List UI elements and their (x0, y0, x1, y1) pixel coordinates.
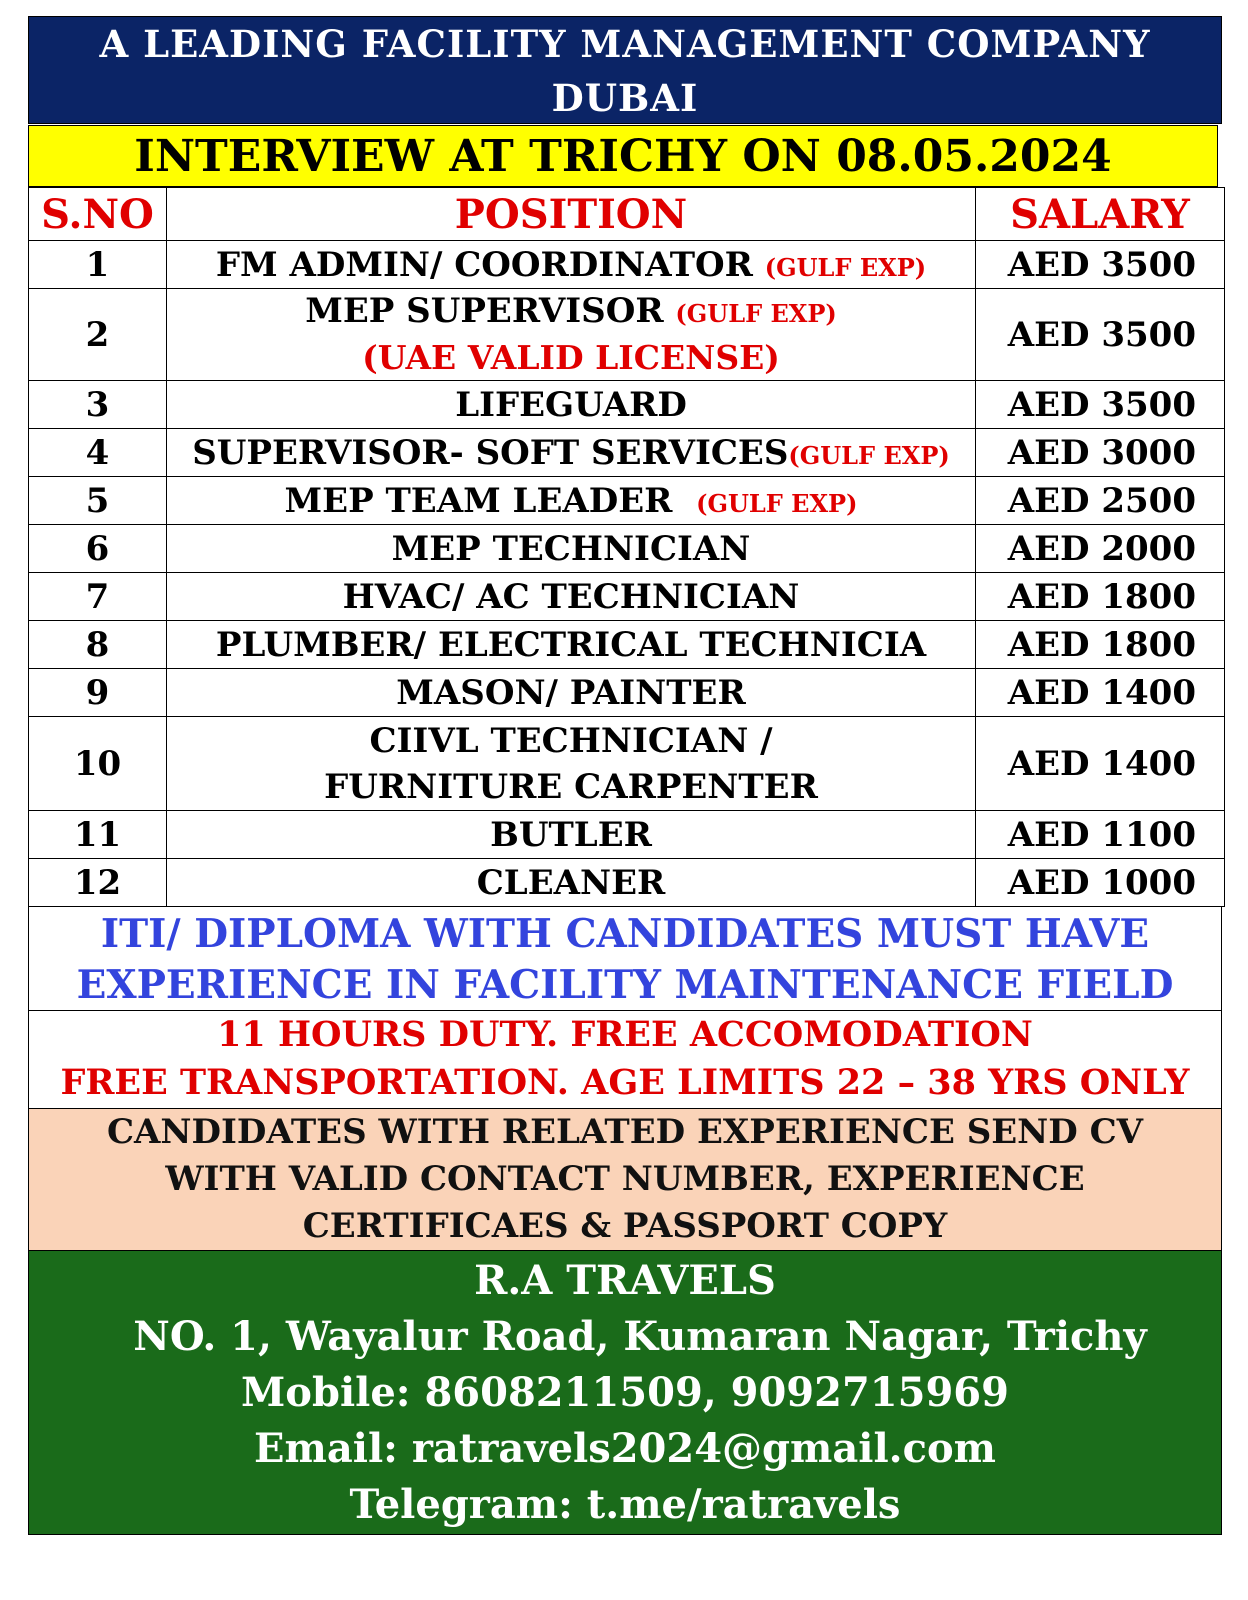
agency-address: NO. 1, Wayalur Road, Kumaran Nagar, Trichy (133, 1313, 1147, 1360)
company-title: A LEADING FACILITY MANAGEMENT COMPANY (99, 22, 1151, 66)
column-header-salary: SALARY (976, 188, 1225, 241)
table-row (29, 573, 1225, 621)
table-row (29, 621, 1225, 669)
requirements-box (28, 907, 1222, 1011)
position-requirement: (UAE VALID LICENSE) (362, 338, 780, 377)
row-position: BUTLER (167, 811, 976, 859)
agency-telegram: Telegram: t.me/ratravels (349, 1481, 901, 1528)
row-position (167, 241, 976, 289)
apply-instructions-box (28, 1109, 1222, 1251)
company-location: DUBAI (551, 76, 699, 120)
row-sno: 12 (29, 859, 167, 907)
position-note: (GULF EXP) (696, 488, 858, 518)
column-header-sno: S.NO (29, 188, 167, 241)
contact-box (28, 1251, 1222, 1535)
company-banner (28, 16, 1222, 124)
row-position (167, 429, 976, 477)
agency-mobile: Mobile: 8608211509, 9092715969 (241, 1369, 1009, 1416)
row-salary: AED 3500 (976, 381, 1225, 429)
table-row (29, 429, 1225, 477)
row-position: HVAC/ AC TECHNICIAN (167, 573, 976, 621)
row-salary: AED 2000 (976, 525, 1225, 573)
table-header-row (29, 188, 1225, 241)
position-title: SUPERVISOR- SOFT SERVICES (192, 432, 789, 473)
position-title: MEP TEAM LEADER (284, 480, 697, 521)
job-poster (28, 16, 1222, 1535)
row-position (167, 477, 976, 525)
row-sno: 9 (29, 669, 167, 717)
apply-line-2: WITH VALID CONTACT NUMBER, EXPERIENCE (165, 1159, 1085, 1199)
row-sno: 10 (29, 717, 167, 811)
position-title: MEP SUPERVISOR (305, 291, 676, 331)
position-title: CIIVL TECHNICIAN / (369, 720, 773, 761)
table-row (29, 289, 1225, 381)
table-row (29, 669, 1225, 717)
agency-email: Email: ratravels2024@gmail.com (254, 1425, 996, 1472)
row-salary: AED 3500 (976, 241, 1225, 289)
column-header-position: POSITION (167, 188, 976, 241)
table-row (29, 477, 1225, 525)
benefits-box (28, 1011, 1222, 1109)
position-title: FM ADMIN/ COORDINATOR (215, 244, 765, 285)
table-row (29, 811, 1225, 859)
row-salary: AED 3000 (976, 429, 1225, 477)
benefits-line-1: 11 HOURS DUTY. FREE ACCOMODATION (217, 1014, 1033, 1055)
row-sno: 3 (29, 381, 167, 429)
row-position (167, 289, 976, 381)
row-sno: 7 (29, 573, 167, 621)
agency-name: R.A TRAVELS (474, 1257, 776, 1304)
row-sno: 4 (29, 429, 167, 477)
table-row (29, 717, 1225, 811)
row-sno: 11 (29, 811, 167, 859)
position-note: (GULF EXP) (764, 252, 927, 282)
table-row (29, 241, 1225, 289)
row-salary: AED 1100 (976, 811, 1225, 859)
row-salary: AED 1400 (976, 669, 1225, 717)
position-note: (GULF EXP) (675, 299, 837, 328)
row-position: LIFEGUARD (167, 381, 976, 429)
row-salary: AED 2500 (976, 477, 1225, 525)
apply-line-3: CERTIFICAES & PASSPORT COPY (302, 1206, 948, 1246)
row-salary: AED 3500 (976, 289, 1225, 381)
table-row (29, 381, 1225, 429)
row-position: PLUMBER/ ELECTRICAL TECHNICIA (167, 621, 976, 669)
apply-line-1: CANDIDATES WITH RELATED EXPERIENCE SEND CV (106, 1112, 1144, 1152)
table-row (29, 525, 1225, 573)
row-salary: AED 1800 (976, 573, 1225, 621)
row-salary: AED 1000 (976, 859, 1225, 907)
requirements-line-2: EXPERIENCE IN FACILITY MAINTENANCE FIELD (76, 962, 1174, 1008)
row-sno: 2 (29, 289, 167, 381)
benefits-line-2: FREE TRANSPORTATION. AGE LIMITS 22 – 38 YRS ONLY (60, 1062, 1190, 1103)
row-salary: AED 1800 (976, 621, 1225, 669)
row-sno: 8 (29, 621, 167, 669)
position-title-line2: FURNITURE CARPENTER (324, 766, 818, 807)
row-position: CLEANER (167, 859, 976, 907)
row-sno: 5 (29, 477, 167, 525)
requirements-line-1: ITI/ DIPLOMA WITH CANDIDATES MUST HAVE (100, 911, 1150, 957)
row-sno: 6 (29, 525, 167, 573)
row-salary: AED 1400 (976, 717, 1225, 811)
row-position: MASON/ PAINTER (167, 669, 976, 717)
interview-banner: INTERVIEW AT TRICHY ON 08.05.2024 (28, 125, 1218, 187)
positions-table (28, 187, 1225, 907)
row-position: MEP TECHNICIAN (167, 525, 976, 573)
row-position (167, 717, 976, 811)
row-sno: 1 (29, 241, 167, 289)
table-row (29, 859, 1225, 907)
position-note: (GULF EXP) (788, 440, 950, 470)
